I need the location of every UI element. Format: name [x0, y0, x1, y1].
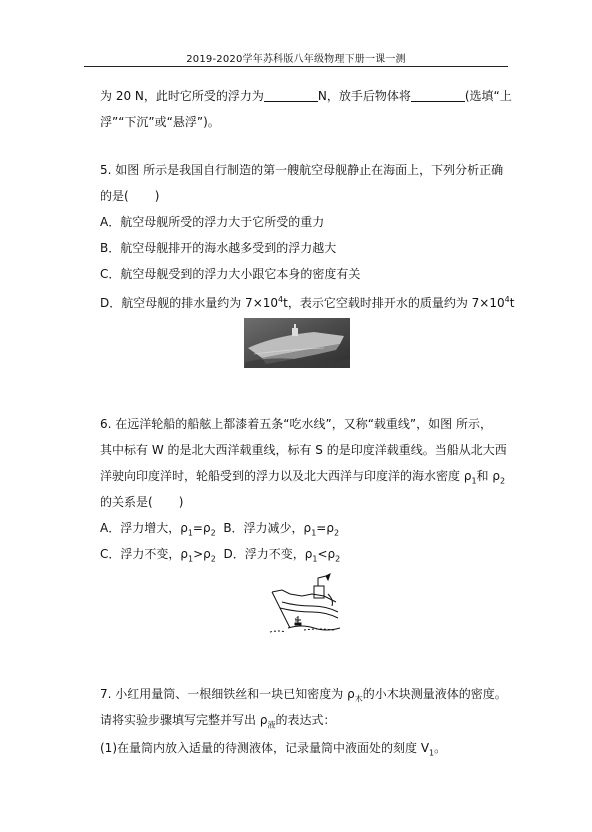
- q6-l3-text-a: 洋驶向印度洋时，轮船受到的浮力以及北大西洋与印度洋的海水密度 ρ: [100, 469, 472, 483]
- q6-line-3: [100, 468, 505, 489]
- q5-stem-2-text: 的是(: [100, 189, 129, 203]
- q6-b-s1: 1: [311, 528, 317, 538]
- q5-d-text-a: D．航空母舰的排水量约为 7×10: [100, 296, 279, 310]
- q6-option-d: [223, 547, 341, 564]
- q6-line-1: 6. 在远洋轮船的船舷上都漆着五条“吃水线”，又称“载重线”，如图 所示，: [100, 417, 492, 431]
- q5-option-c: C．航空母舰受到的浮力大小跟它本身的密度有关: [100, 267, 361, 281]
- q7-l3-text-a: (1)在量筒内放入适量的待测液体，记录量筒中液面处的刻度 V: [100, 741, 430, 755]
- q4-text-b: N，放手后物体将: [317, 89, 411, 103]
- aircraft-carrier-photo: [244, 318, 350, 368]
- q7-l1-sub: 木: [354, 694, 363, 704]
- q7-step-1: [100, 740, 446, 761]
- q7-line-1: [100, 686, 507, 707]
- q4-text-a: 为 20 N，此时它所受的浮力为: [100, 89, 264, 103]
- q5-stem-2-end: ): [154, 189, 160, 203]
- q7-l1-text-b: 的小木块测量液体的密度。: [362, 687, 507, 701]
- q6-b-mid: =ρ: [316, 521, 334, 535]
- q4-blank-state[interactable]: [411, 89, 465, 102]
- q6-b-s2: 2: [333, 528, 340, 538]
- q6-a-pre: A．浮力增大，ρ: [100, 521, 188, 535]
- q7-l2-text-b: 的表达式：: [275, 713, 336, 727]
- q6-a-s1: 1: [187, 528, 193, 538]
- ship-label-s: S: [295, 617, 299, 624]
- q6-l3-sub-2: 2: [499, 476, 506, 486]
- q6-c-mid: >ρ: [193, 547, 211, 561]
- q5-stem-1: 5. 如图 所示是我国自行制造的第一艘航空母舰静止在海面上，下列分析正确: [100, 163, 504, 177]
- q6-d-s1: 1: [312, 554, 318, 564]
- q7-l3-text-b: 。: [434, 741, 447, 755]
- q6-l3-text-b: 和 ρ: [476, 469, 500, 483]
- q6-option-c: [100, 547, 216, 564]
- q6-l3-sub-1: 1: [471, 476, 477, 486]
- q6-d-s2: 2: [335, 554, 341, 564]
- q5-d-text-b: t，表示它空载时排开水的质量约为 7×10: [283, 296, 505, 310]
- q5-option-d: [100, 292, 514, 311]
- q5-option-a: A．航空母舰所受的浮力大于它所受的重力: [100, 215, 325, 229]
- q6-l4-text-a: 的关系是(: [100, 495, 153, 509]
- q6-line-4: [100, 494, 183, 510]
- q6-option-b: [223, 521, 340, 538]
- q5-stem-2: [100, 188, 159, 204]
- ship-load-line-drawing: [268, 572, 350, 640]
- q5-d-text-c: t: [509, 296, 515, 310]
- q6-c-s2: 2: [210, 554, 216, 564]
- page-header: 2019-2020学年苏科版八年级物理下册一课一测: [186, 54, 406, 65]
- q4-blank-buoyancy[interactable]: [264, 89, 318, 102]
- q7-l3-sub: 1: [429, 748, 435, 758]
- q4-text-c: (选填“上: [464, 89, 512, 103]
- q6-option-a: [100, 521, 216, 538]
- q7-l2-text-a: 请将实验步骤填写完整并写出 ρ: [100, 713, 268, 727]
- q6-l4-text-b: ): [178, 495, 184, 509]
- q5-option-b: B．航空母舰排开的海水越多受到的浮力越大: [100, 241, 337, 255]
- q6-d-pre: D．浮力不变，ρ: [223, 547, 313, 561]
- q6-a-s2: 2: [210, 528, 216, 538]
- q4-line-2: 浮”“下沉”或“悬浮”)。: [100, 115, 220, 129]
- q5-d-exp-1: 4: [278, 295, 284, 304]
- q6-options-cd: [100, 546, 340, 567]
- q6-c-s1: 1: [188, 554, 194, 564]
- q5-d-exp-2: 4: [504, 295, 510, 304]
- q4-line-1: [100, 88, 512, 104]
- q6-c-pre: C．浮力不变，ρ: [100, 547, 188, 561]
- q6-line-2: 其中标有 W 的是北大西洋载重线，标有 S 的是印度洋载重线。当船从北大西: [100, 443, 507, 457]
- q6-d-mid: <ρ: [317, 547, 336, 561]
- q7-line-2: [100, 712, 335, 733]
- q6-b-pre: B．浮力减少，ρ: [223, 521, 312, 535]
- q6-options-ab: [100, 520, 339, 541]
- q6-a-mid: =ρ: [192, 521, 211, 535]
- q7-l1-text-a: 7. 小红用量筒、一根细铁丝和一块已知密度为 ρ: [100, 687, 355, 701]
- header-rule: [84, 66, 508, 67]
- q7-l2-sub: 液: [267, 720, 276, 730]
